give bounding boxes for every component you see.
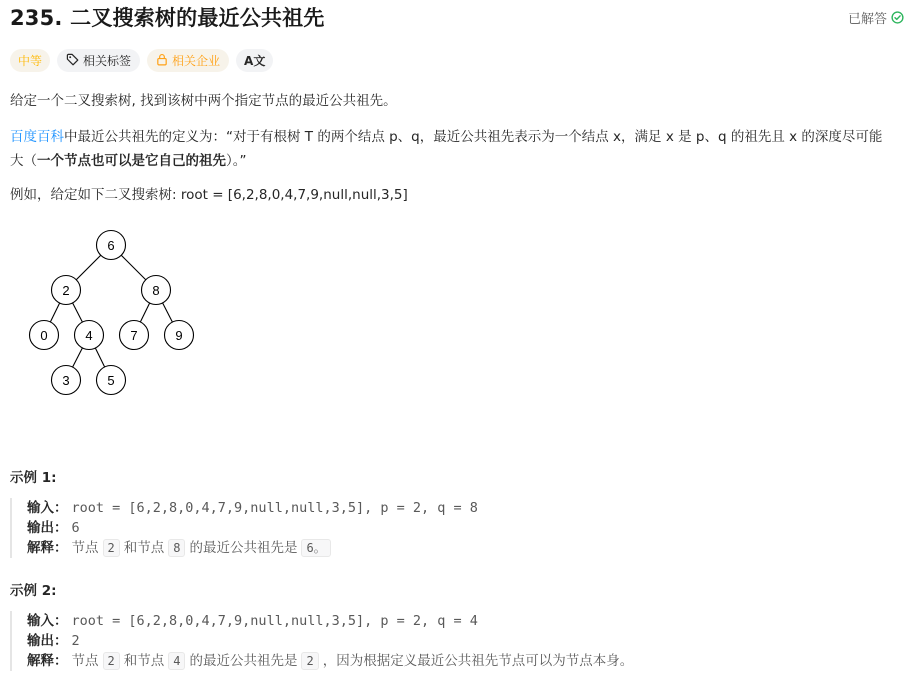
tree-node-8 bbox=[142, 276, 171, 305]
inline-code: 8 bbox=[168, 539, 185, 557]
example-2-output bbox=[27, 631, 890, 651]
svg-text:9: 9 bbox=[175, 328, 183, 343]
tree-node-6 bbox=[97, 231, 126, 260]
description-line: 给定一个二叉搜索树, 找到该树中两个指定节点的最近公共祖先。 bbox=[10, 93, 397, 109]
definition-text-3: ）。” bbox=[226, 153, 247, 169]
tag-bar bbox=[10, 49, 273, 72]
bst-diagram bbox=[20, 225, 210, 405]
tree-node-2 bbox=[52, 276, 81, 305]
tree-node-9 bbox=[165, 321, 194, 350]
example-1-explain bbox=[27, 538, 890, 558]
output-value: 2 bbox=[71, 633, 80, 649]
problem-title: 235. 二叉搜索树的最近公共祖先 bbox=[10, 6, 325, 30]
inline-code: 2 bbox=[103, 539, 120, 557]
svg-text:5: 5 bbox=[107, 373, 115, 388]
explain-key: 解释： bbox=[27, 540, 68, 556]
example-2-input bbox=[27, 611, 890, 631]
related-companies-button[interactable] bbox=[147, 49, 229, 72]
tree-node-5 bbox=[97, 366, 126, 395]
explain-text: 的最近公共祖先是 bbox=[189, 653, 298, 669]
svg-text:2: 2 bbox=[62, 283, 70, 298]
translate-button[interactable] bbox=[236, 49, 273, 72]
tree-node-7 bbox=[120, 321, 149, 350]
svg-text:0: 0 bbox=[40, 328, 48, 343]
definition-text-2: 大（ bbox=[10, 153, 37, 169]
example-2-title: 示例 2: bbox=[10, 583, 57, 599]
translate-icon: A文 bbox=[244, 54, 266, 68]
tree-node-3 bbox=[52, 366, 81, 395]
svg-text:4: 4 bbox=[85, 328, 93, 343]
input-value: root = [6,2,8,0,4,7,9,null,null,3,5], p = 2, q = 4 bbox=[71, 613, 478, 629]
related-tags-button[interactable] bbox=[57, 49, 140, 72]
svg-text:6: 6 bbox=[107, 238, 115, 253]
explain-text: 和节点 bbox=[123, 653, 165, 669]
example-2-block bbox=[10, 611, 890, 671]
inline-code: 2 bbox=[301, 652, 318, 670]
output-value: 6 bbox=[71, 520, 80, 536]
output-key: 输出： bbox=[27, 520, 68, 536]
explain-text: 节点 bbox=[71, 540, 99, 556]
related-companies-label: 相关企业 bbox=[172, 54, 221, 68]
definition-bold: 一个节点也可以是它自己的祖先 bbox=[37, 153, 226, 169]
solved-status[interactable] bbox=[848, 8, 904, 27]
tree-node-0 bbox=[30, 321, 59, 350]
example-1-title: 示例 1: bbox=[10, 470, 57, 486]
inline-code: 2 bbox=[103, 652, 120, 670]
output-key: 输出： bbox=[27, 633, 68, 649]
example-1-output bbox=[27, 518, 890, 538]
explain-text: ，因为根据定义最近公共祖先节点可以为节点本身。 bbox=[322, 653, 634, 669]
solved-label: 已解答 bbox=[847, 12, 887, 27]
difficulty-badge: 中等 bbox=[10, 49, 50, 72]
input-value: root = [6,2,8,0,4,7,9,null,null,3,5], p = 2, q = 8 bbox=[71, 500, 478, 516]
tree-node-4 bbox=[75, 321, 104, 350]
explain-key: 解释： bbox=[27, 653, 68, 669]
svg-text:7: 7 bbox=[130, 328, 138, 343]
definition-paragraph bbox=[10, 125, 900, 173]
tag-icon bbox=[66, 53, 79, 69]
definition-text: 中最近公共祖先的定义为：“对于有根树 T 的两个结点 p、q，最近公共祖先表示为一个结点 x，满足 x 是 p、q 的祖先且 x 的深度尽可能 bbox=[64, 129, 883, 145]
related-tags-label: 相关标签 bbox=[83, 54, 132, 68]
example-1-input bbox=[27, 498, 890, 518]
inline-code: 4 bbox=[168, 652, 185, 670]
baike-link[interactable]: 百度百科 bbox=[10, 129, 64, 145]
example-1-block bbox=[10, 498, 890, 558]
explain-text: 节点 bbox=[71, 653, 99, 669]
lock-icon bbox=[156, 53, 168, 69]
inline-code: 6。 bbox=[301, 539, 330, 557]
check-circle-icon bbox=[891, 11, 904, 24]
svg-text:3: 3 bbox=[62, 373, 70, 388]
explain-text: 的最近公共祖先是 bbox=[189, 540, 298, 556]
svg-text:8: 8 bbox=[152, 283, 160, 298]
example-intro: 例如，给定如下二叉搜索树: root = [6,2,8,0,4,7,9,null,null,3,5] bbox=[10, 187, 408, 203]
tree-edges bbox=[44, 245, 179, 380]
input-key: 输入： bbox=[27, 613, 68, 629]
input-key: 输入： bbox=[27, 500, 68, 516]
explain-text: 和节点 bbox=[123, 540, 165, 556]
example-2-explain bbox=[27, 651, 890, 671]
